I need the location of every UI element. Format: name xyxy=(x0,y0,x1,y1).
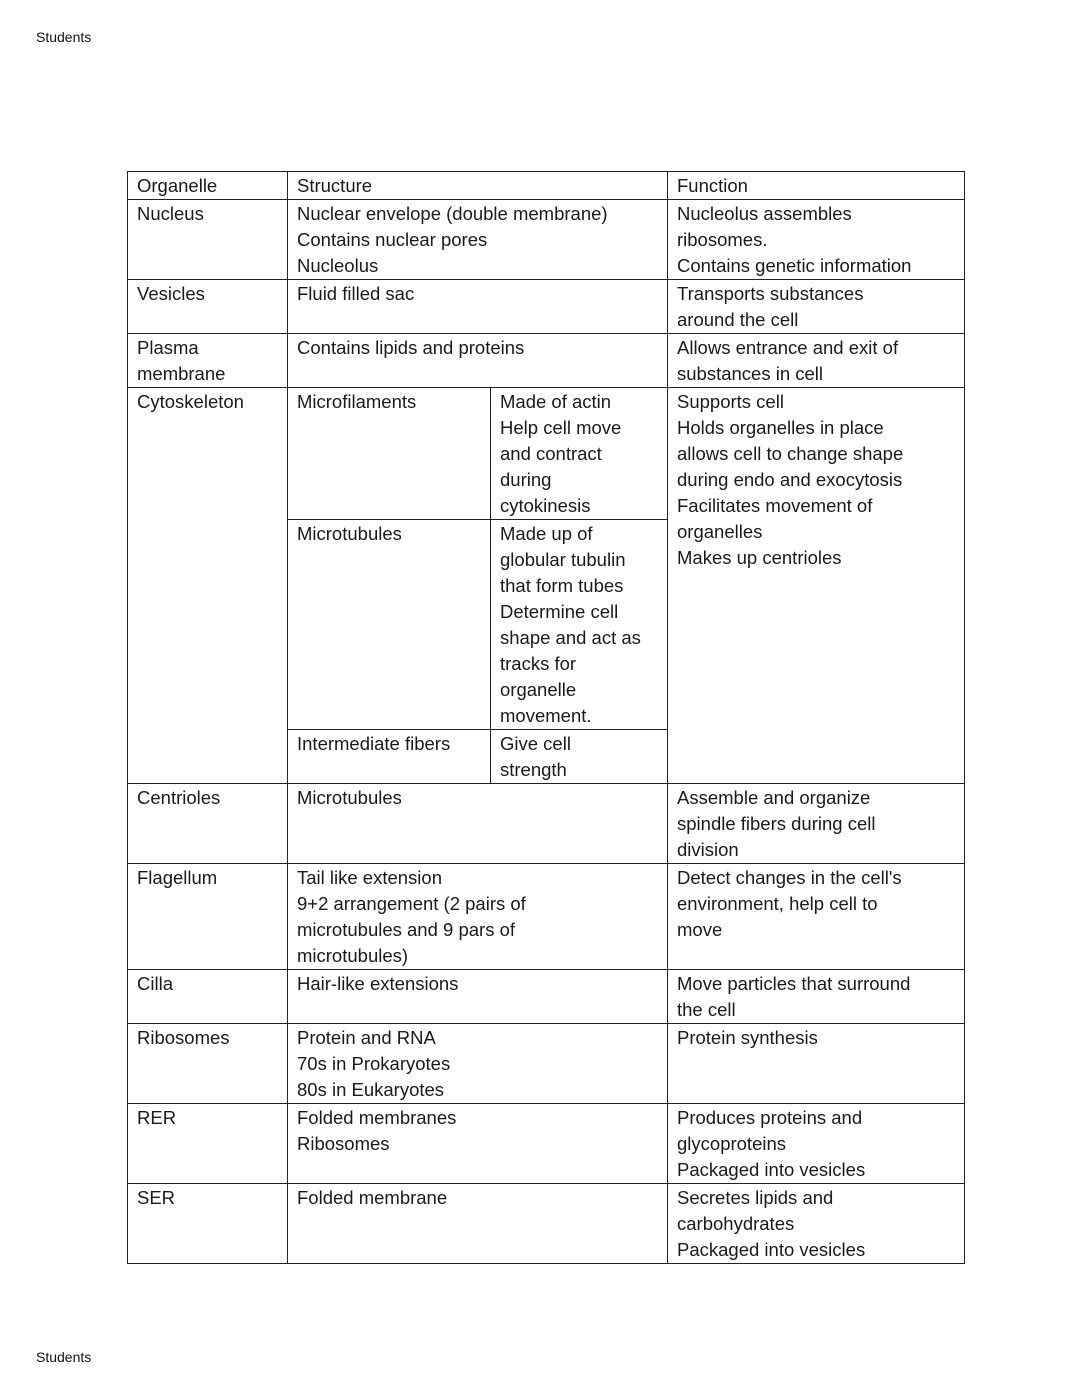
structure-cell xyxy=(288,200,668,280)
substructure-detail-cell xyxy=(491,730,668,784)
function-cell xyxy=(668,864,965,970)
cell-line: the cell xyxy=(677,999,736,1020)
cell-line: during endo and exocytosis xyxy=(677,469,903,490)
cell-line: Protein and RNA xyxy=(297,1027,436,1048)
table-row xyxy=(128,864,965,970)
organelle-cell xyxy=(128,864,288,970)
cell-line: environment, help cell to xyxy=(677,893,878,914)
function-cell xyxy=(668,1104,965,1184)
cell-line: and contract xyxy=(500,443,602,464)
cell-line: Centrioles xyxy=(137,787,221,808)
table-row xyxy=(128,280,965,334)
substructure-name-cell xyxy=(288,730,491,784)
organelle-cell xyxy=(128,388,288,784)
cell-line: Allows entrance and exit of xyxy=(677,337,899,358)
function-cell xyxy=(668,784,965,864)
page-header-label: Students xyxy=(36,29,92,45)
cell-line: Contains lipids and proteins xyxy=(297,337,525,358)
cell-line: Ribosomes xyxy=(297,1133,390,1154)
substructure-detail-cell xyxy=(491,520,668,730)
cell-line: shape and act as xyxy=(500,627,641,648)
table-row xyxy=(128,1184,965,1264)
function-cell xyxy=(668,1024,965,1104)
cell-line: Facilitates movement of xyxy=(677,495,873,516)
cell-line: SER xyxy=(137,1187,176,1208)
organelle-cell xyxy=(128,1184,288,1264)
cell-line: during xyxy=(500,469,552,490)
cell-line: organelle xyxy=(500,679,577,700)
cell-line: Determine cell xyxy=(500,601,619,622)
function-cell xyxy=(668,1184,965,1264)
cell-line: Contains nuclear pores xyxy=(297,229,488,250)
cell-line: Contains genetic information xyxy=(677,255,912,276)
substructure-name-cell xyxy=(288,388,491,520)
cell-line: Protein synthesis xyxy=(677,1027,818,1048)
cell-line: 70s in Prokaryotes xyxy=(297,1053,451,1074)
structure-cell xyxy=(288,280,668,334)
substructure-detail-cell xyxy=(491,388,668,520)
organelle-cell xyxy=(128,1104,288,1184)
cell-line: microtubules) xyxy=(297,945,409,966)
cell-line: globular tubulin xyxy=(500,549,626,570)
cell-line: Holds organelles in place xyxy=(677,417,884,438)
cell-line: Secretes lipids and xyxy=(677,1187,834,1208)
cell-line: carbohydrates xyxy=(677,1213,795,1234)
cell-line: division xyxy=(677,839,739,860)
cell-line: Give cell xyxy=(500,733,571,754)
cell-line: Plasma xyxy=(137,337,199,358)
cell-line: Microtubules xyxy=(297,523,402,544)
cell-line: microtubules and 9 pars of xyxy=(297,919,516,940)
table-row xyxy=(128,388,965,520)
cell-line: Nucleolus xyxy=(297,255,379,276)
cell-line: Made of actin xyxy=(500,391,612,412)
cell-line: Microfilaments xyxy=(297,391,417,412)
header-function: Function xyxy=(668,172,965,200)
table-row xyxy=(128,1104,965,1184)
cell-line: RER xyxy=(137,1107,177,1128)
table-header-row xyxy=(128,172,965,200)
cell-line: 9+2 arrangement (2 pairs of xyxy=(297,893,526,914)
cell-line: that form tubes xyxy=(500,575,624,596)
page-footer-label: Students xyxy=(36,1349,92,1365)
structure-cell xyxy=(288,784,668,864)
function-cell xyxy=(668,334,965,388)
substructure-name-cell xyxy=(288,520,491,730)
cell-line: Nuclear envelope (double membrane) xyxy=(297,203,608,224)
cell-line: Supports cell xyxy=(677,391,784,412)
cell-line: Makes up centrioles xyxy=(677,547,842,568)
cell-line: movement. xyxy=(500,705,592,726)
cell-line: membrane xyxy=(137,363,226,384)
structure-cell xyxy=(288,334,668,388)
organelle-cell xyxy=(128,784,288,864)
cell-line: ribosomes. xyxy=(677,229,768,250)
cell-line: cytokinesis xyxy=(500,495,591,516)
structure-cell xyxy=(288,1184,668,1264)
organelle-cell xyxy=(128,970,288,1024)
cell-line: Packaged into vesicles xyxy=(677,1239,866,1260)
cell-line: Produces proteins and xyxy=(677,1107,863,1128)
cell-line: Microtubules xyxy=(297,787,402,808)
table-row xyxy=(128,334,965,388)
function-cell xyxy=(668,388,965,784)
table-row xyxy=(128,200,965,280)
cell-line: substances in cell xyxy=(677,363,824,384)
table-row xyxy=(128,1024,965,1104)
structure-cell xyxy=(288,1024,668,1104)
cell-line: Ribosomes xyxy=(137,1027,230,1048)
cell-line: Tail like extension xyxy=(297,867,442,888)
organelle-table xyxy=(127,171,965,1264)
header-structure: Structure xyxy=(288,172,668,200)
organelle-cell xyxy=(128,280,288,334)
cell-line: Detect changes in the cell's xyxy=(677,867,902,888)
cell-line: Folded membranes xyxy=(297,1107,457,1128)
cell-line: Packaged into vesicles xyxy=(677,1159,866,1180)
cell-line: Hair-like extensions xyxy=(297,973,459,994)
cell-line: Nucleus xyxy=(137,203,204,224)
cell-line: glycoproteins xyxy=(677,1133,787,1154)
organelle-cell xyxy=(128,1024,288,1104)
cell-line: Assemble and organize xyxy=(677,787,871,808)
organelle-cell xyxy=(128,200,288,280)
function-cell xyxy=(668,970,965,1024)
function-cell xyxy=(668,280,965,334)
header-organelle: Organelle xyxy=(128,172,288,200)
structure-cell xyxy=(288,970,668,1024)
cell-line: 80s in Eukaryotes xyxy=(297,1079,445,1100)
cell-line: Folded membrane xyxy=(297,1187,448,1208)
table-row xyxy=(128,970,965,1024)
cell-line: around the cell xyxy=(677,309,799,330)
cell-line: Intermediate fibers xyxy=(297,733,451,754)
cell-line: Cytoskeleton xyxy=(137,391,244,412)
cell-line: spindle fibers during cell xyxy=(677,813,876,834)
table-row xyxy=(128,784,965,864)
cell-line: Move particles that surround xyxy=(677,973,911,994)
cell-line: Help cell move xyxy=(500,417,622,438)
structure-cell xyxy=(288,864,668,970)
cell-line: strength xyxy=(500,759,567,780)
structure-cell xyxy=(288,1104,668,1184)
cell-line: move xyxy=(677,919,723,940)
function-cell xyxy=(668,200,965,280)
cell-line: allows cell to change shape xyxy=(677,443,904,464)
cell-line: tracks for xyxy=(500,653,577,674)
cell-line: Nucleolus assembles xyxy=(677,203,852,224)
cell-line: Fluid filled sac xyxy=(297,283,415,304)
cell-line: Cilla xyxy=(137,973,173,994)
cell-line: Vesicles xyxy=(137,283,205,304)
cell-line: Made up of xyxy=(500,523,593,544)
organelle-cell xyxy=(128,334,288,388)
cell-line: Transports substances xyxy=(677,283,864,304)
cell-line: organelles xyxy=(677,521,763,542)
cell-line: Flagellum xyxy=(137,867,218,888)
